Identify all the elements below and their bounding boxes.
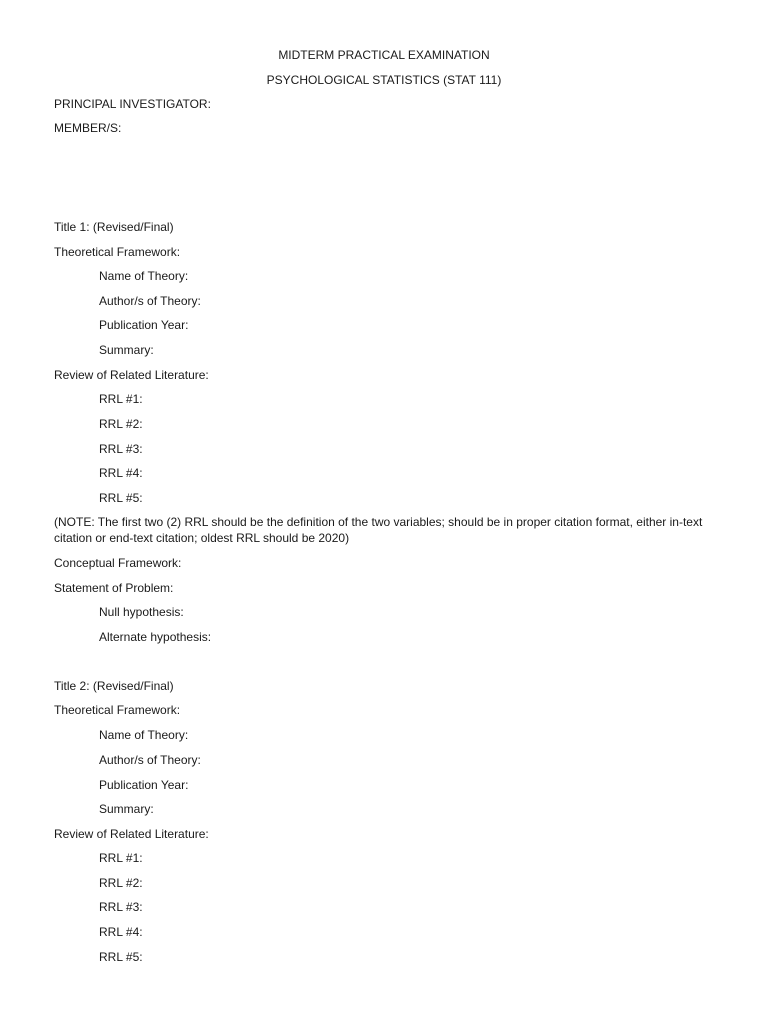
principal-investigator-label: PRINCIPAL INVESTIGATOR: — [54, 97, 211, 111]
title2-summary: Summary: — [99, 802, 154, 816]
title2-authors-of-theory: Author/s of Theory: — [99, 753, 201, 767]
title2-name-of-theory: Name of Theory: — [99, 728, 189, 742]
title2-rrl-item: RRL #2: — [99, 876, 143, 890]
title1-authors-of-theory: Author/s of Theory: — [99, 294, 201, 308]
title2-rrl-heading: Review of Related Literature: — [54, 827, 209, 841]
rrl-note: (NOTE: The first two (2) RRL should be the definition of the two variables; should be in proper citation format, either in-text citation or end-text citation; oldest RRL should be 2020) — [54, 515, 703, 545]
title1-conceptual-framework: Conceptual Framework: — [54, 556, 182, 570]
title2-heading: Title 2: (Revised/Final) — [54, 679, 174, 693]
title2-rrl-item: RRL #1: — [99, 851, 143, 865]
title1-statement-of-problem: Statement of Problem: — [54, 581, 174, 595]
title2-theoretical-framework: Theoretical Framework: — [54, 703, 181, 717]
title1-theoretical-framework: Theoretical Framework: — [54, 245, 181, 259]
title1-summary: Summary: — [99, 343, 154, 357]
title1-name-of-theory: Name of Theory: — [99, 269, 189, 283]
title1-rrl-heading: Review of Related Literature: — [54, 368, 209, 382]
title1-rrl-item: RRL #3: — [99, 442, 143, 456]
title1-rrl-item: RRL #2: — [99, 417, 143, 431]
title2-rrl-item: RRL #5: — [99, 950, 143, 964]
title1-heading: Title 1: (Revised/Final) — [54, 220, 174, 234]
course-title: PSYCHOLOGICAL STATISTICS (STAT 111) — [266, 73, 502, 87]
exam-title: MIDTERM PRACTICAL EXAMINATION — [278, 48, 490, 62]
title1-rrl-item: RRL #1: — [99, 392, 143, 406]
title2-rrl-item: RRL #4: — [99, 925, 143, 939]
title1-null-hypothesis: Null hypothesis: — [99, 605, 184, 619]
title1-rrl-item: RRL #5: — [99, 491, 143, 505]
title1-alternate-hypothesis: Alternate hypothesis: — [99, 630, 212, 644]
title2-publication-year: Publication Year: — [99, 778, 189, 792]
title1-publication-year: Publication Year: — [99, 318, 189, 332]
title1-rrl-item: RRL #4: — [99, 466, 143, 480]
members-label: MEMBER/S: — [54, 121, 122, 135]
title2-rrl-item: RRL #3: — [99, 900, 143, 914]
